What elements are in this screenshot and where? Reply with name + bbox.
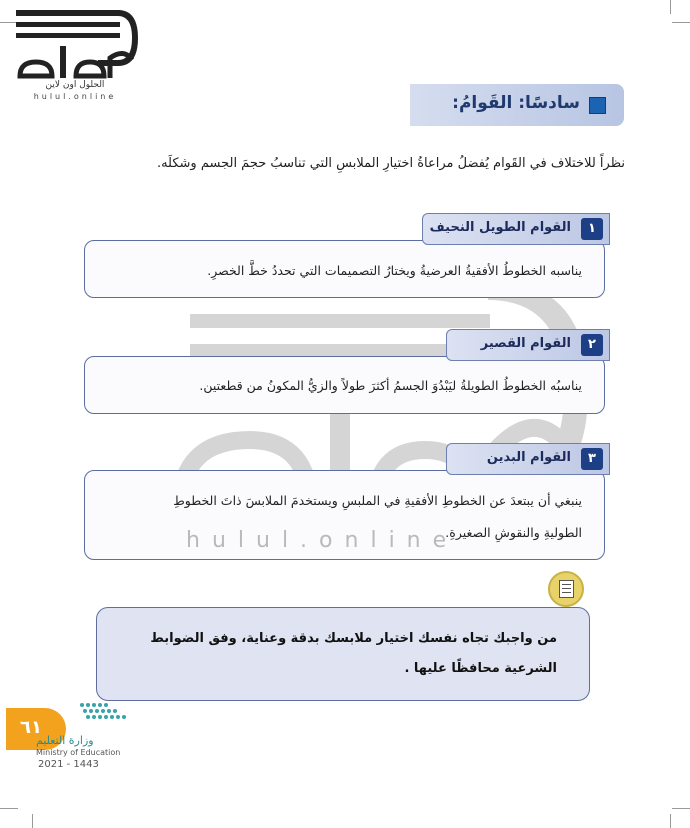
card-number: ٢ xyxy=(581,334,603,356)
card-tab-tall-thin xyxy=(422,213,610,245)
card-text-line-1: ينبغي أن يبتعدَ عن الخطوطِ الأفقيةِ في الملبسِ ويستخدمَ الملابسَ ذاتَ الخطوطِ xyxy=(173,493,582,508)
square-bullet-icon xyxy=(589,97,606,114)
card-text: يناسبه الخطوطُ الأفقيةُ العرضيةُ ويختارُ التصميمات التي تحددُ خطَّ الخصرِ. xyxy=(207,263,582,278)
logo-arabic-name: الحلول اون لاين xyxy=(45,80,105,90)
logo-latin-name: hulul.online xyxy=(33,92,117,101)
crop-mark xyxy=(0,808,18,809)
card-number: ١ xyxy=(581,218,603,240)
section-title: سادسًا: القَوامُ: xyxy=(452,93,580,113)
card-tab-heavy xyxy=(446,443,610,475)
card-tab-short xyxy=(446,329,610,361)
watermark-latin-text: hulul.online xyxy=(186,528,459,553)
card-text: يناسبُه الخطوطُ الطويلةُ ليَبْدُوَ الجسمُ أكثرَ طولاً والزيُّ المكونُ من قطعتين. xyxy=(199,378,582,393)
card-number: ٣ xyxy=(581,448,603,470)
crop-mark xyxy=(670,0,671,14)
ministry-name-english: Ministry of Education xyxy=(36,748,121,757)
intro-paragraph: نظراً للاختلاف في القَوام يُفضلُ مراعاةُ اختيارِ الملابسِ التي تناسبُ حجمَ الجسم وشكلَه. xyxy=(156,156,625,171)
card-title: القوام البدين xyxy=(486,450,571,465)
card-text-line-2: الطوليةِ والنقوشِ الصغيرةِ. xyxy=(445,525,582,540)
crop-mark xyxy=(32,814,33,828)
page-number: ٦١ xyxy=(20,717,42,738)
academic-year: 2021 - 1443 xyxy=(38,759,99,770)
body-type-card-tall-thin xyxy=(84,240,605,298)
card-title: القوام الطويل النحيف xyxy=(429,220,571,235)
note-text: من واجبك تجاه نفسك اختيار ملابسك بدقة وعناية، وفق الضوابط الشرعية محافظًا عليها . xyxy=(150,631,557,676)
crop-mark xyxy=(670,814,671,828)
crop-mark xyxy=(672,808,690,809)
note-box xyxy=(96,607,590,701)
section-header xyxy=(410,84,624,126)
notepad-icon xyxy=(548,571,584,607)
body-type-card-short xyxy=(84,356,605,414)
ministry-logo-icon xyxy=(78,700,128,722)
card-title: القوام القصير xyxy=(480,336,571,351)
crop-mark xyxy=(672,22,690,23)
ministry-name-arabic: وزارة التعليم xyxy=(36,734,94,747)
